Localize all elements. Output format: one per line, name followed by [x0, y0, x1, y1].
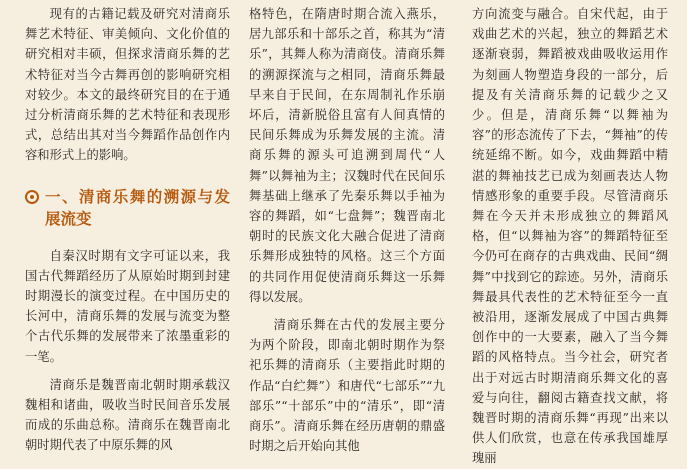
body-paragraph: 清商乐舞在古代的发展主要分为两个阶段，即南北朝时期作为祭祀乐舞的清商乐（主要指此时期的作品“白纻舞”）和唐代“七部乐”“九部乐”“十部乐”中的“清乐”，即“清商乐”。清商乐舞在经历唐朝的鼎盛时期之后开始向其他 — [249, 318, 445, 454]
body-paragraph: 自秦汉时期有文字可证以来，我国古代舞蹈经历了从原始时期到封建时期漫长的演变过程。在中国历史的长河中，清商乐舞的发展与流变为整个古代乐舞的发展带来了浓墨重彩的一笔。 — [25, 248, 230, 364]
section-heading-text: 一、清商乐舞的溯源与发展流变 — [45, 187, 230, 228]
column-1 — [25, 4, 230, 456]
column-3 — [472, 4, 668, 469]
column-2 — [249, 4, 445, 456]
circle-bullet-icon — [25, 190, 39, 204]
section-heading — [25, 186, 230, 230]
body-paragraph-continued: 格特色，在隋唐时期合流入燕乐，居九部乐和十部乐之首，称其为“清乐”，其舞人称为清商伎。清商乐舞的溯源探流与之相同，清商乐舞最早来自于民间，在东周制礼作乐崩坏后，清新脱俗且富有人间真情的民间乐舞成为乐舞发展的主流。清商乐舞的源头可追溯到周代“人舞”以舞袖为主；汉魏时代在民间乐舞基础上继承了先秦乐舞以手袖为容的舞蹈，如“七盘舞”；魏晋南北朝时的民族文化大融合促进了清商乐舞形成独特的风格。这三个方面的共同作用促使清商乐舞这一乐舞得以发展。 — [249, 7, 445, 304]
body-paragraph: 清商乐是魏晋南北朝时期承载汉魏相和诸曲，吸收当时民间音乐发展而成的乐曲总称。清商乐在魏晋南北朝时期代表了中原乐舞的风 — [25, 377, 230, 453]
intro-paragraph: 现有的古籍记载及研究对清商乐舞艺术特征、审美倾向、文化价值的研究相对丰硕，但探求清商乐舞的艺术特征对当今古舞再创的影响研究相对较少。本文的最终研究目的在于通过分析清商乐舞的艺术特征和表现形式，总结出其对当今舞蹈作品创作内容和形式上的影响。 — [25, 7, 230, 163]
body-paragraph-continued: 方向流变与融合。自宋代起，由于戏曲艺术的兴起，独立的舞蹈艺术逐渐衰弱，舞蹈被戏曲吸收运用作为刻画人物塑造身段的一部分，后提及有关清商乐舞的记载少之又少。但是，清商乐舞“以舞袖为容”的形态流传了下去，“舞袖”的传统延绵不断。如今，戏曲舞蹈中精湛的舞袖技艺已成为刻画表达人物情感形象的重要手段。尽管清商乐舞在今天并未形成独立的舞蹈风格，但“以舞袖为容”的舞蹈特征至今仍可在商存的古典戏曲、民间“绸舞”中找到它的踪迹。另外，清商乐舞最具代表性的艺术特征至今一直被沿用，逐渐发展成了中国古典舞创作中的一大要素，融入了当今舞蹈的风格特点。当今社会，研究者出于对远古时期清商乐舞文化的喜爱与向往，翻阅古籍查找文献，将魏晋时期的清商乐舞“再现”出来以供人们欣赏，也意在传承我国雄厚瑰丽 — [472, 7, 668, 466]
